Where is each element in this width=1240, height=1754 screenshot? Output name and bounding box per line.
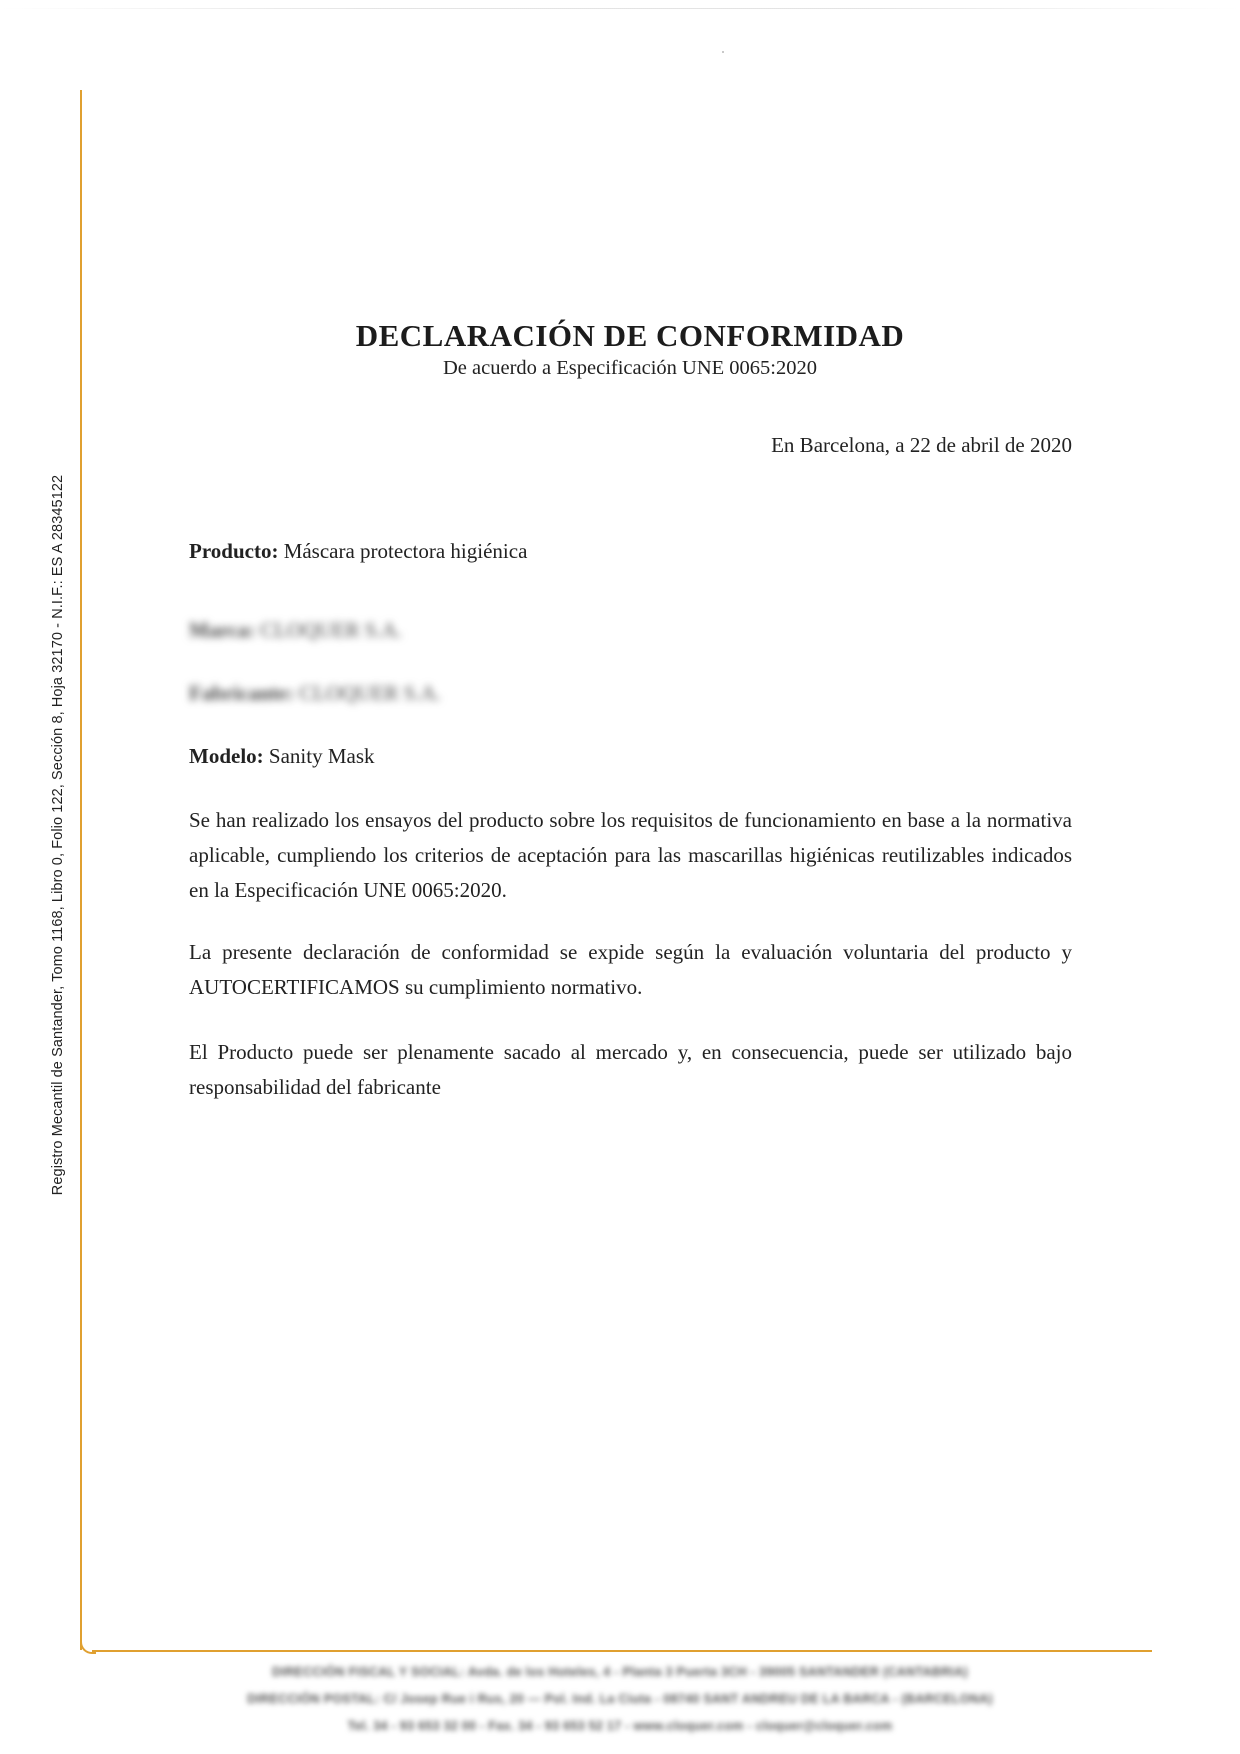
footer-address-postal: DIRECCIÓN POSTAL: C/ Josep Rue i Rus, 20 — Pol. Ind. La Ciuta - 08740 SANT ANDREU DE LA BARCA - (BARCELONA): [247, 1692, 993, 1706]
field-marca-value: CLOQUER S.A.: [260, 618, 403, 642]
document-title: DECLARACIÓN DE CONFORMIDAD: [355, 318, 905, 353]
field-fabricante-value: CLOQUER S.A.: [299, 681, 441, 705]
paragraph-declaracion: La presente declaración de conformidad se expide según la evaluación voluntaria del producto y AUTOCERTIFICAMOS su cumplimiento normativo.: [189, 940, 1072, 999]
scan-edge: [0, 8, 1240, 9]
registry-note: Registro Mecantil de Santander, Tomo 1168, Libro 0, Folio 122, Sección 8, Hoja 32170 - N.I.F.: ES A 28345122: [50, 474, 66, 1196]
field-modelo-value: Sanity Mask: [268, 744, 375, 768]
field-marca: [189, 618, 402, 643]
document-subtitle: De acuerdo a Especificación UNE 0065:2020: [443, 357, 817, 379]
footer-address-fiscal: DIRECCIÓN FISCAL Y SOCIAL: Avda. de los Hoteles, 4 - Planta 3 Puerta 3CH - 39005 SANTANDER (CANTABRIA): [272, 1665, 968, 1679]
paragraph-ensayos: Se han realizado los ensayos del producto sobre los requisitos de funcionamiento en base a la normativa aplicable, cumpliendo los criterios de aceptación para las mascarillas higiénicas reutilizables indicados en la Especificación UNE 0065:2020.: [189, 808, 1072, 902]
field-producto-label: Producto:: [189, 539, 279, 563]
letterhead-frame-bottom: [92, 1650, 1152, 1652]
scan-speck: [722, 51, 724, 53]
field-modelo: [189, 744, 375, 769]
place-date: En Barcelona, a 22 de abril de 2020: [771, 433, 1072, 457]
field-producto: [189, 539, 527, 564]
field-marca-label: Marca:: [189, 618, 256, 642]
field-producto-value: Máscara protectora higiénica: [283, 539, 528, 563]
field-fabricante: [189, 681, 441, 706]
field-modelo-label: Modelo:: [189, 744, 264, 768]
footer-contact: Tel. 34 - 93 653 32 00 - Fax. 34 - 93 653 52 17 - www.cloquer.com - cloquer@cloquer.com: [347, 1719, 893, 1733]
field-fabricante-label: Fabricante:: [189, 681, 294, 705]
paragraph-mercado: El Producto puede ser plenamente sacado al mercado y, en consecuencia, puede ser utilizado bajo responsabilidad del fabricante: [189, 1040, 1072, 1099]
